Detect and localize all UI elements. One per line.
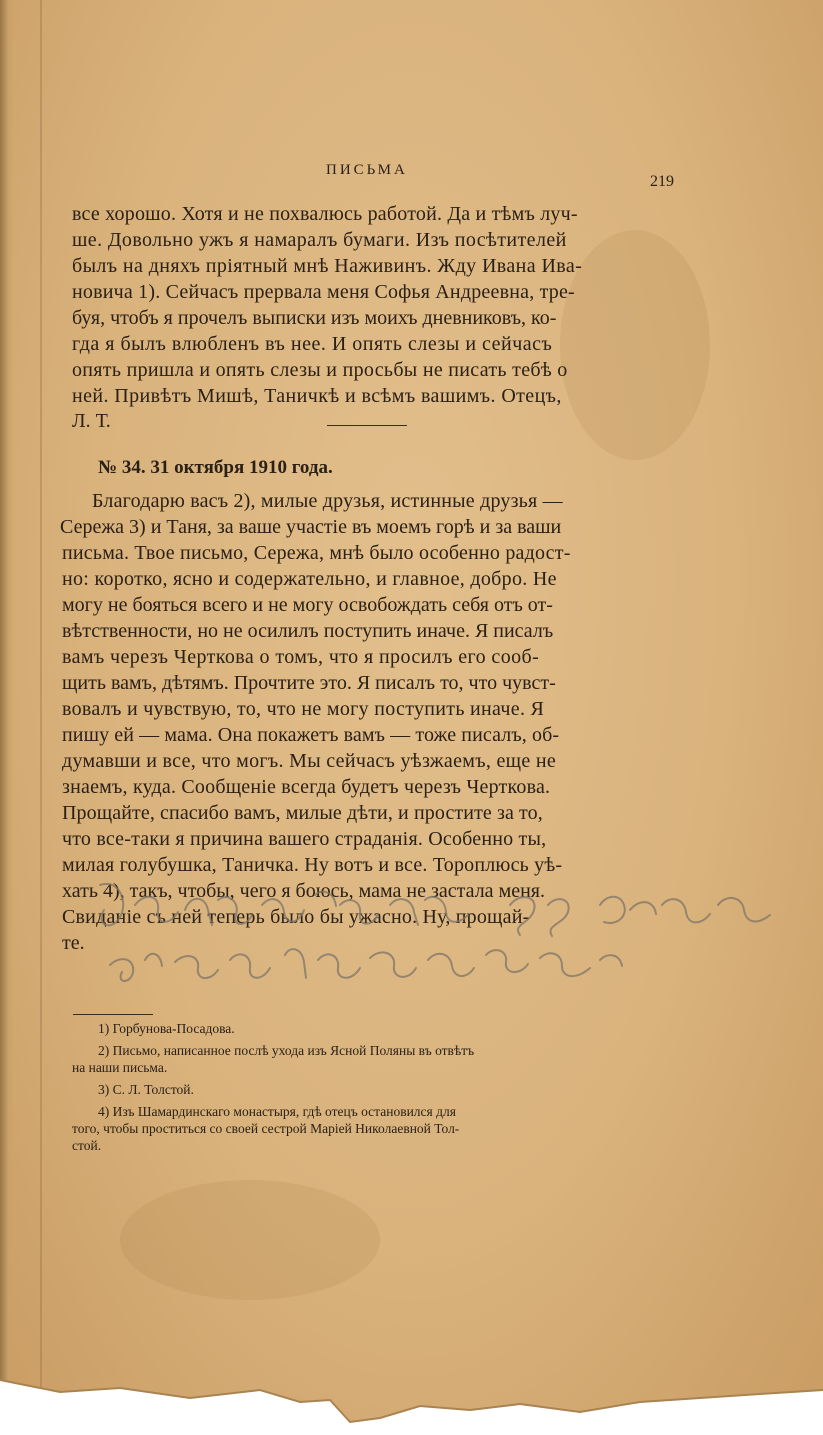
running-head: ПИСЬМА — [326, 162, 408, 178]
text-line: новича 1). Сейчасъ прервала меня Софья Андреевна, тре- — [72, 281, 575, 303]
text-line: Л. Т. — [72, 410, 111, 432]
page-number: 219 — [650, 173, 674, 190]
text-line: вамъ черезъ Черткова о томъ, что я просилъ его сооб- — [62, 646, 540, 668]
text-line: ней. Привѣтъ Мишѣ, Таничкѣ и всѣмъ вашимъ. Отецъ, — [72, 385, 562, 407]
text-line: былъ на дняхъ пріятный мнѣ Наживинъ. Жду Ивана Ива- — [72, 255, 583, 277]
text-line: могу не бояться всего и не могу освобождать себя отъ от- — [62, 594, 553, 616]
paper-stain — [560, 230, 710, 460]
text-line: Прощайте, спасибо вамъ, милые дѣти, и простите за то, — [62, 802, 543, 824]
text-line: Свиданіе съ ней теперь было бы ужасно. Ну, прощай- — [62, 906, 530, 928]
footnote: стой. — [72, 1138, 102, 1153]
torn-page-edge — [0, 1340, 823, 1435]
text-line: что все-таки я причина вашего страданія. Особенно ты, — [62, 828, 547, 850]
footnote: 1) Горбунова-Посадова. — [98, 1021, 235, 1036]
paper-stain — [120, 1180, 380, 1300]
letter-heading: № 34. 31 октября 1910 года. — [98, 457, 333, 478]
text-line: знаемъ, куда. Сообщеніе всегда будетъ черезъ Черткова. — [62, 776, 551, 798]
text-line: но: коротко, ясно и содержательно, и главное, добро. Не — [62, 568, 557, 590]
text-line: щить вамъ, дѣтямъ. Прочтите это. Я писалъ то, что чувст- — [62, 672, 556, 694]
page-spine-edge — [0, 0, 14, 1435]
text-line: те. — [62, 932, 85, 954]
text-line: Благодарю васъ 2), милые друзья, истинные друзья — — [92, 490, 563, 512]
text-line: Сережа 3) и Таня, за ваше участіе въ моемъ горѣ и за ваши — [60, 516, 562, 538]
text-line: ше. Довольно ужъ я намаралъ бумаги. Изъ посѣтителей — [72, 229, 567, 251]
text-line: опять пришла и опять слезы и просьбы не писать тебѣ о — [72, 359, 568, 381]
footnote: 3) С. Л. Толстой. — [98, 1082, 194, 1097]
page-fold-line — [40, 0, 42, 1435]
text-line: пишу ей — мама. Она покажетъ вамъ — тоже писалъ, об- — [62, 724, 560, 746]
footnote: 2) Письмо, написанное послѣ ухода изъ Ясной Поляны въ отвѣтъ — [98, 1043, 475, 1058]
section-divider — [327, 425, 407, 426]
footnote: на наши письма. — [72, 1060, 168, 1075]
text-line: вовалъ и чувствую, то, что не могу поступить иначе. Я — [62, 698, 545, 720]
text-line: хать 4), такъ, чтобы, чего я боюсь, мама не застала меня. — [62, 880, 545, 902]
footnote: того, чтобы проститься со своей сестрой Маріей Николаевной Тол- — [72, 1121, 460, 1136]
text-line: все хорошо. Хотя и не похвалюсь работой. Да и тѣмъ луч- — [72, 203, 578, 225]
text-line: письма. Твое письмо, Сережа, мнѣ было особенно радост- — [62, 542, 571, 564]
footnote-separator — [73, 1014, 153, 1015]
text-line: милая голубушка, Таничка. Ну вотъ и все. Тороплюсь уѣ- — [62, 854, 563, 876]
text-line: гда я былъ влюбленъ въ нее. И опять слезы и сейчасъ — [72, 333, 553, 355]
text-line: думавши и все, что могъ. Мы сейчасъ уѣзжаемъ, еще не — [62, 750, 556, 772]
text-line: буя, чтобъ я прочелъ выписки изъ моихъ дневниковъ, ко- — [72, 307, 557, 329]
footnote: 4) Изъ Шамардинскаго монастыря, гдѣ отецъ остановился для — [98, 1104, 456, 1119]
text-line: вѣтственности, но не осилилъ поступить иначе. Я писалъ — [62, 620, 554, 642]
